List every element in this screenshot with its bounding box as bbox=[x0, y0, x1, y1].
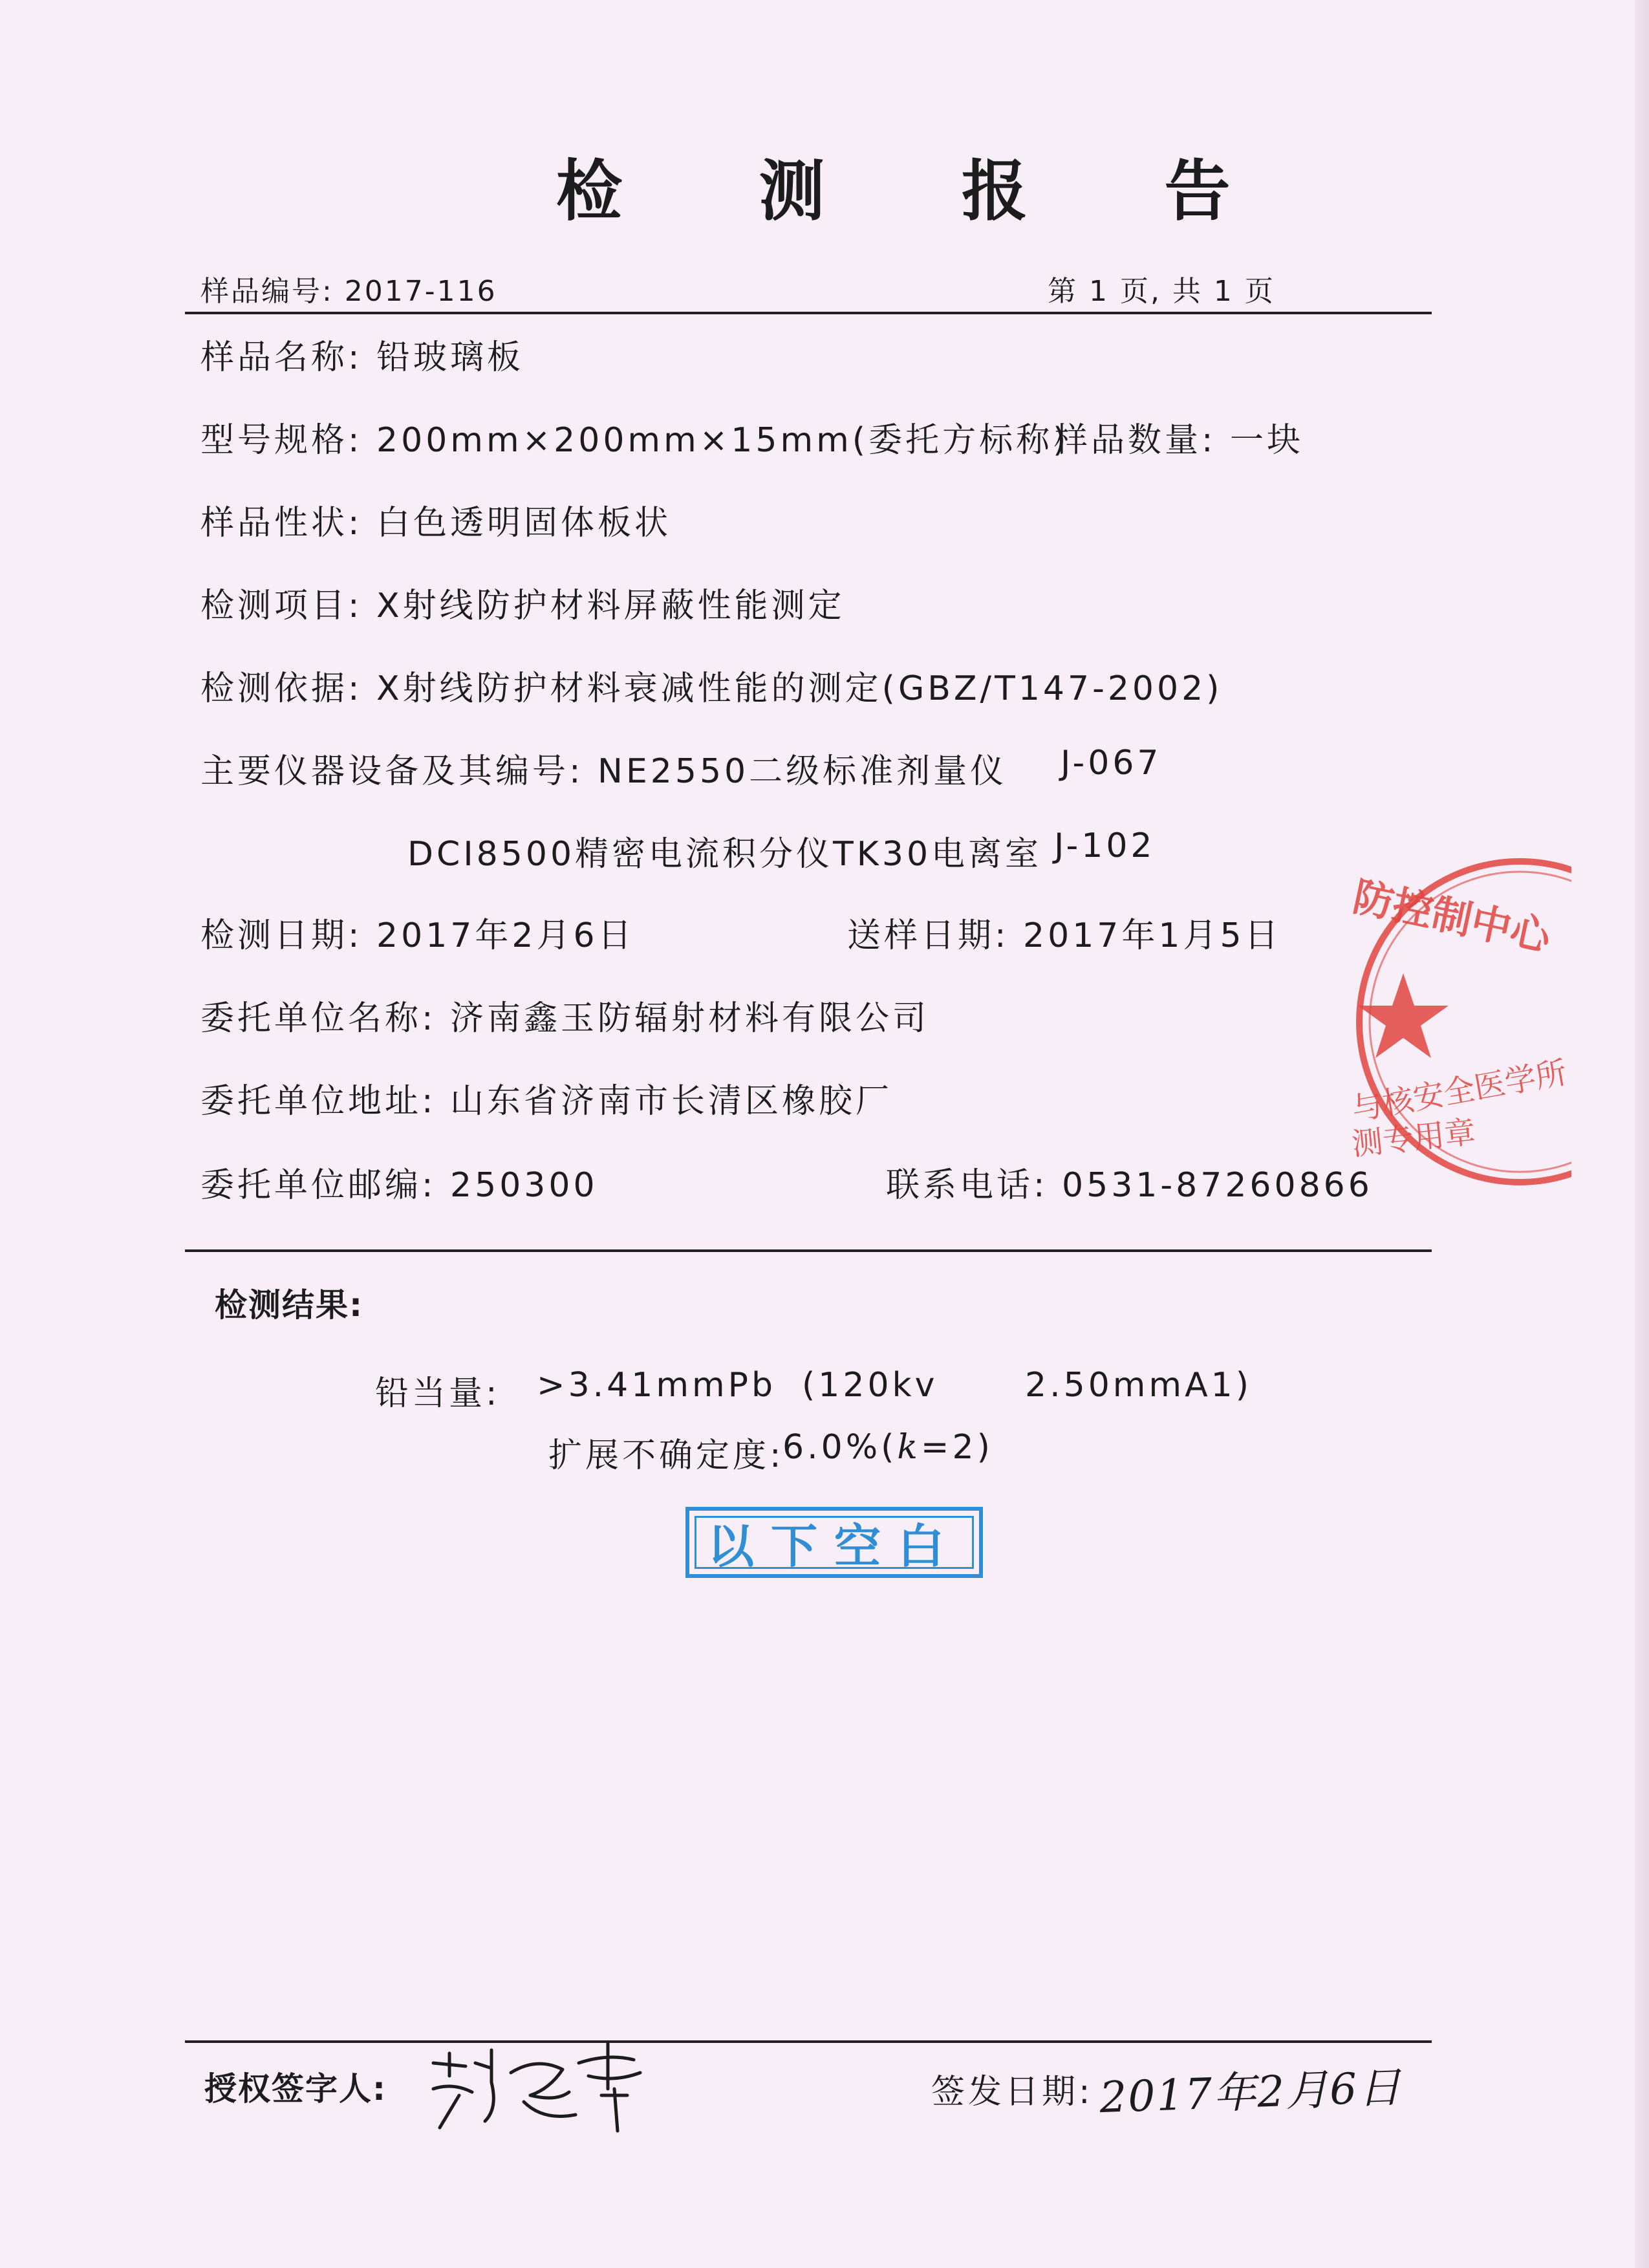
sample-quantity: 样品数量: 一块 bbox=[1054, 421, 1304, 460]
contact-phone: 联系电话: 0531-87260866 bbox=[886, 1166, 1373, 1205]
client-name: 委托单位名称: 济南鑫玉防辐射材料有限公司 bbox=[200, 999, 930, 1038]
condition-filter: 2.50mmA1) bbox=[1025, 1366, 1253, 1405]
lead-equivalent-value: >3.41mmPb bbox=[537, 1366, 777, 1405]
issue-date-handwritten: 2017年2月6日 bbox=[1099, 2062, 1403, 2123]
results-heading: 检测结果: bbox=[215, 1286, 363, 1324]
footer-rule bbox=[185, 2040, 1432, 2043]
equipment-line-1: 主要仪器设备及其编号: NE2550二级标准剂量仪 bbox=[200, 752, 1008, 791]
seal-bottom-text: 与核安全医学所 bbox=[1349, 1054, 1569, 1129]
equipment-line-2: DCI8500精密电流积分仪TK30电离室 bbox=[407, 835, 1042, 874]
lead-equivalent-label: 铅当量: bbox=[375, 1374, 501, 1413]
coverage-factor-value: =2) bbox=[920, 1428, 993, 1467]
client-postcode: 委托单位邮编: 250300 bbox=[200, 1166, 598, 1205]
signatory-label: 授权签字人: bbox=[204, 2070, 387, 2108]
report-title: 检 测 报 告 bbox=[556, 153, 1288, 230]
signature-image bbox=[414, 2037, 660, 2134]
header-rule bbox=[185, 312, 1432, 314]
official-seal bbox=[1339, 834, 1571, 1209]
issue-date-label: 签发日期: bbox=[931, 2073, 1094, 2111]
sample-number: 样品编号: 2017-116 bbox=[200, 275, 497, 308]
test-basis: 检测依据: X射线防护材料衰减性能的测定(GBZ/T147-2002) bbox=[200, 669, 1223, 708]
fields-rule bbox=[185, 1249, 1432, 1252]
sample-name: 样品名称: 铅玻璃板 bbox=[200, 338, 524, 377]
test-item: 检测项目: X射线防护材料屏蔽性能测定 bbox=[200, 587, 845, 625]
seal-graphic bbox=[1339, 834, 1571, 1209]
blank-stamp-text: 以下空白 bbox=[707, 1519, 961, 1573]
client-address: 委托单位地址: 山东省济南市长清区橡胶厂 bbox=[200, 1082, 893, 1121]
delivery-date: 送样日期: 2017年1月5日 bbox=[847, 916, 1282, 955]
blank-below-stamp bbox=[685, 1507, 983, 1578]
sample-state: 样品性状: 白色透明固体板状 bbox=[200, 504, 672, 543]
test-date: 检测日期: 2017年2月6日 bbox=[200, 916, 635, 955]
condition-kv: (120kv bbox=[802, 1366, 938, 1405]
uncertainty-value bbox=[782, 1428, 993, 1467]
equipment-code-2: J-102 bbox=[1054, 826, 1156, 865]
coverage-factor-symbol: k bbox=[897, 1428, 921, 1467]
uncertainty-label: 扩展不确定度: bbox=[548, 1436, 784, 1475]
scan-edge bbox=[1635, 0, 1649, 2268]
model-spec: 型号规格: 200mm×200mm×15mm(委托方标称) bbox=[200, 421, 1070, 460]
equipment-code-1: J-067 bbox=[1061, 744, 1162, 783]
seal-top-text: 防控制中心 bbox=[1349, 872, 1555, 961]
page-info: 第 1 页, 共 1 页 bbox=[1048, 275, 1275, 308]
uncertainty-percent: 6.0%( bbox=[782, 1428, 898, 1467]
seal-bottom-text-2: 测专用章 bbox=[1350, 1114, 1478, 1163]
